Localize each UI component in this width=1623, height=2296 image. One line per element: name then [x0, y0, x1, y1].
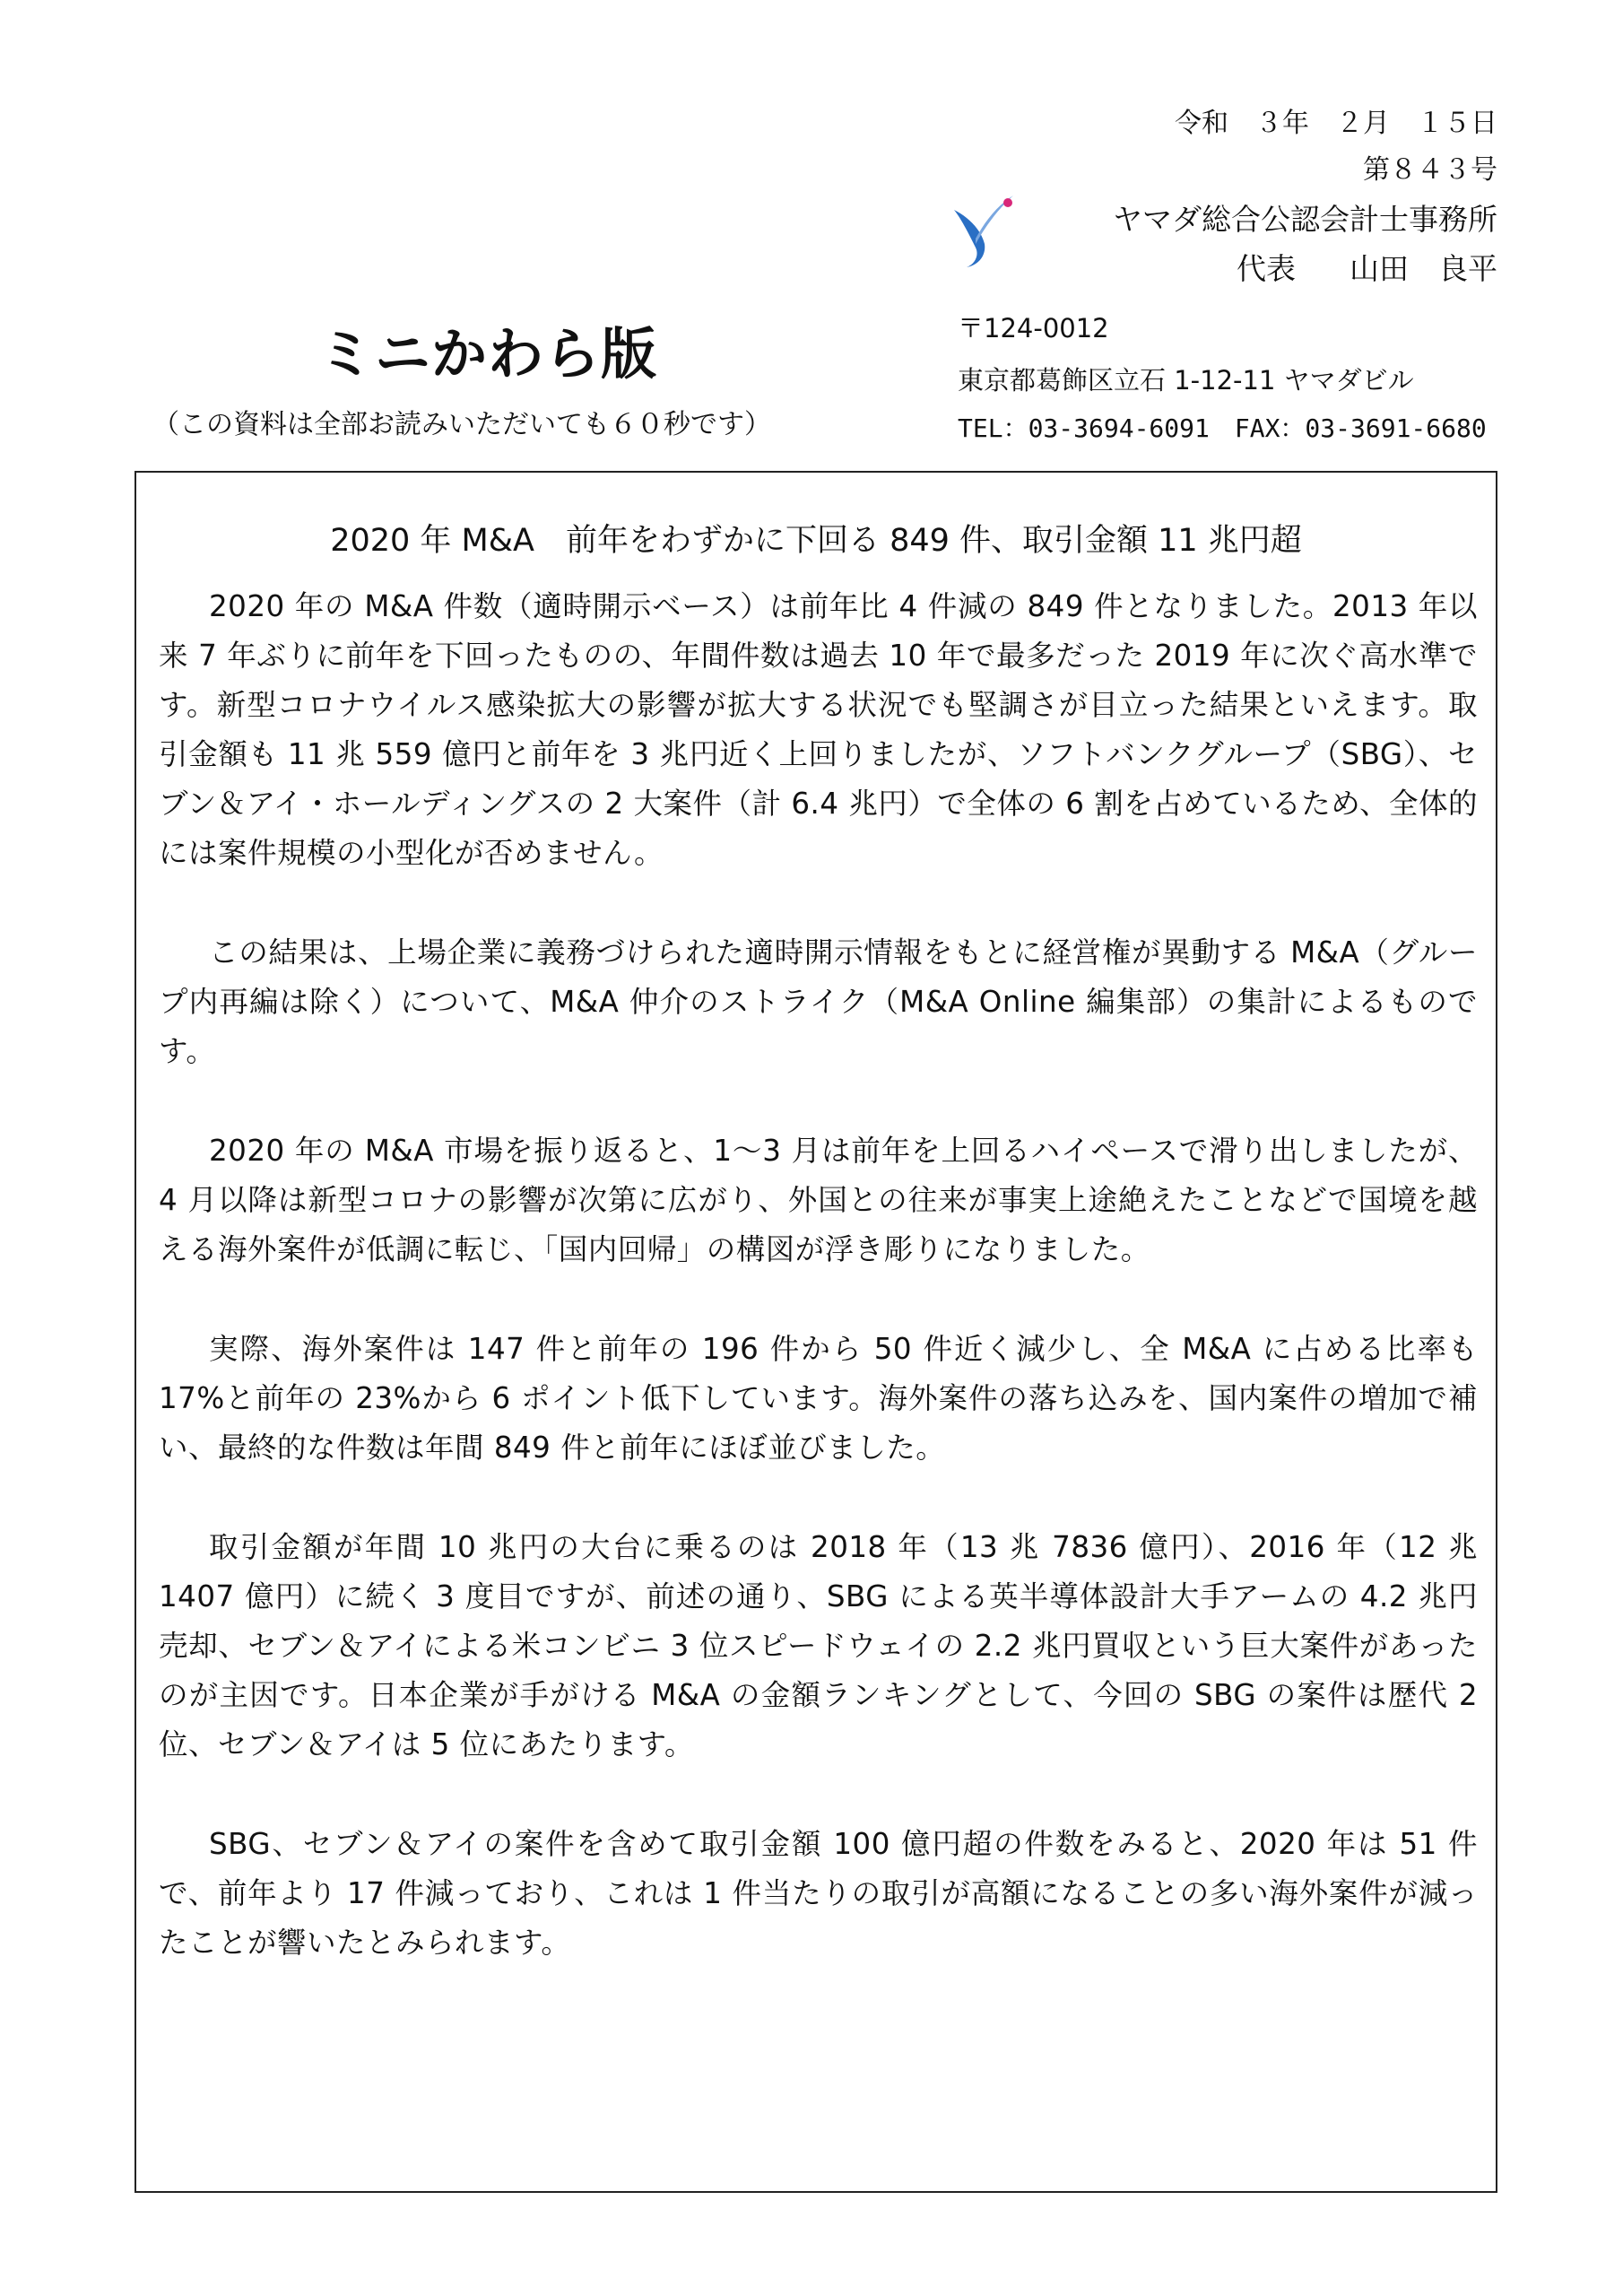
article-title: 2020 年 M&A 前年をわずかに下回る 849 件、取引金額 11 兆円超 — [330, 523, 1302, 559]
representative-title: 代表 — [1237, 251, 1296, 286]
tel-fax: TEL：03-3694-6091 FAX：03-3691-6680 — [958, 413, 1487, 443]
reading-note: （この資料は全部お読みいただいても６０秒です） — [152, 409, 771, 440]
article-paragraph: 実際、海外案件は 147 件と前年の 196 件から 50 件近く減少し、全 M&A に占める比率も 17%と前年の 23%から 6 ポイント低下しています。海外案件の落ち込みを、国内案件の増加で補い、最終的な件数は年間 849 件と前年にほぼ並びました。 — [159, 1332, 1478, 1465]
article-paragraph: 取引金額が年間 10 兆円の大台に乗るのは 2018 年（13 兆 7836 億円）、2016 年（12 兆 1407 億円）に続く 3 度目ですが、前述の通り、SBG による英半導体設計大手アームの 4.2 兆円売却、セブン＆アイによる米コンビニ 3 位スピードウェイの 2.2 兆円買収という巨大案件があったのが主因です。日本企業が手がける M&A の金額ランキングとして、今回の SBG の案件は歴代 2 位、セブン＆アイは 5 位にあたります。 — [159, 1530, 1478, 1761]
article-body — [159, 582, 1478, 2018]
representative — [1237, 251, 1497, 287]
article-paragraph: 2020 年の M&A 件数（適時開示ベース）は前年比 4 件減の 849 件となりました。2013 年以来 7 年ぶりに前年を下回ったものの、年間件数は過去 10 年で最多だった 2019 年に次ぐ高水準です。新型コロナウイルス感染拡大の影響が拡大する状況でも堅調さが目立った結果といえます。取引金額も 11 兆 559 億円と前年を 3 兆円近く上回りましたが、ソフトバンクグループ（SBG）、セブン＆アイ・ホールディングスの 2 大案件（計 6.4 兆円）で全体の 6 割を占めているため、全体的には案件規模の小型化が否めません。 — [159, 589, 1478, 870]
postal-code: 〒124-0012 — [958, 313, 1109, 344]
issue-number: 第８４３号 — [1363, 154, 1497, 186]
article-paragraph: SBG、セブン＆アイの案件を含めて取引金額 100 億円超の件数をみると、2020 年は 51 件で、前年より 17 件減っており、これは 1 件当たりの取引が高額になることの多い海外案件が減ったことが響いたとみられます。 — [159, 1827, 1478, 1960]
representative-name: 山田 良平 — [1350, 251, 1497, 286]
office-name: ヤマダ総合公認会計士事務所 — [1113, 202, 1497, 237]
article-paragraph: この結果は、上場企業に義務づけられた適時開示情報をもとに経営権が異動する M&A（グループ内再編は除く）について、M&A 仲介のストライク（M&A Online 編集部）の集計によるものです。 — [159, 935, 1478, 1068]
office-address: 東京都葛飾区立石 1-12-11 ヤマダビル — [958, 365, 1414, 396]
document-date: 令和 ３年 ２月 １５日 — [1175, 108, 1497, 139]
newsletter-title: ミニかわら版 — [318, 321, 658, 387]
article-paragraph: 2020 年の M&A 市場を振り返ると、1～3 月は前年を上回るハイペースで滑り出しましたが、4 月以降は新型コロナの影響が次第に広がり、外国との往来が事実上途絶えたことなどで国境を越える海外案件が低調に転じ、「国内回帰」の構図が浮き彫りになりました。 — [159, 1134, 1478, 1266]
article-box — [135, 471, 1497, 2193]
office-logo-icon — [949, 192, 1019, 269]
